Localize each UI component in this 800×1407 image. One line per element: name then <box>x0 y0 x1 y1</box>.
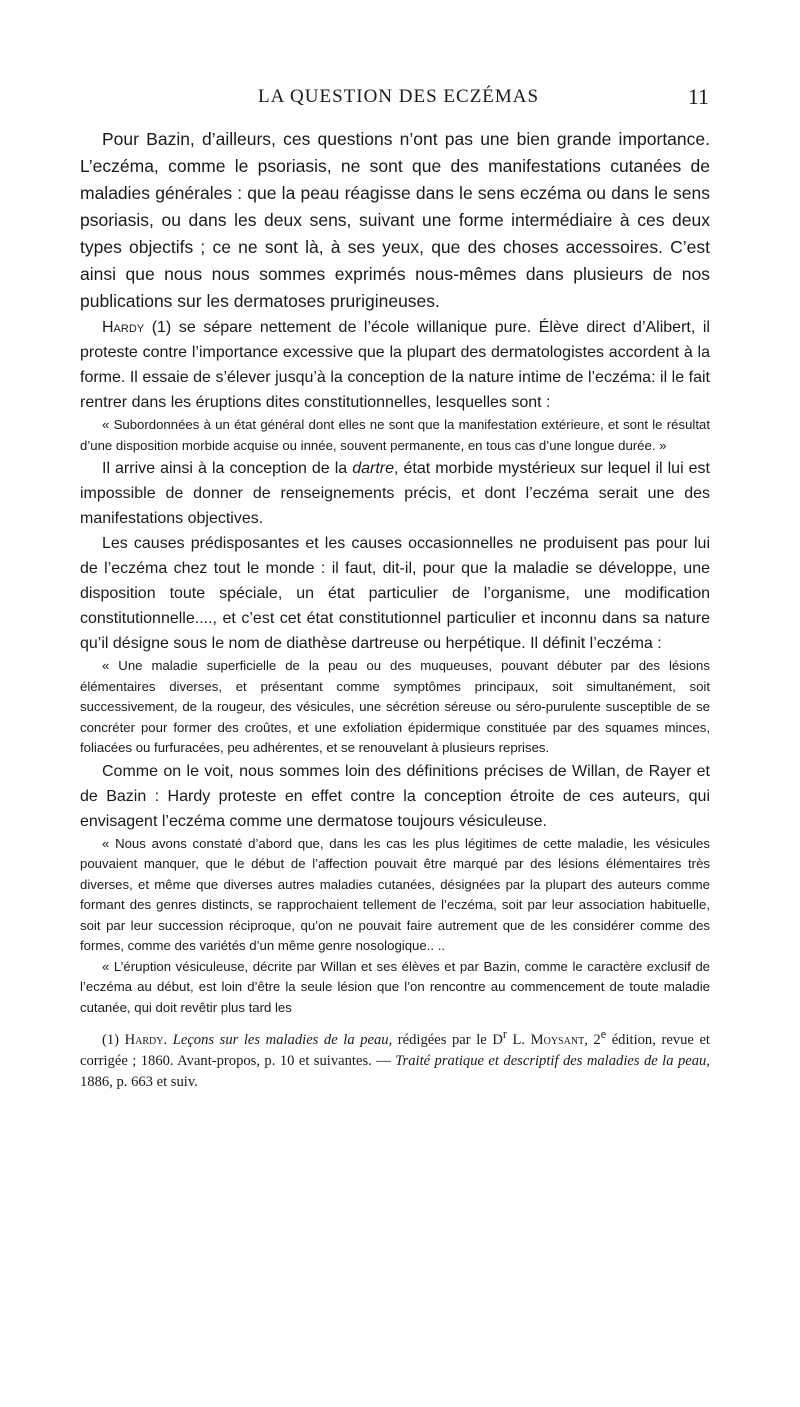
paragraph-bazin: Pour Bazin, d’ailleurs, ces questions n’ont pas une bien grande importance. L’eczéma, comme le psoriasis, ne sont que des manifestations cutanées de maladies générales : que la peau réagisse dans le sens eczéma ou dans le sens psoriasis, ou dans les deux sens, suivant une forme intermédiaire à ces deux types objectifs ; ce ne sont là, à ses yeux, que des choses accessoires. C’est ainsi que nous nous sommes exprimés nous-mêmes dans plusieurs de nos publications sur les dermatoses prurigineuses. <box>80 129 710 311</box>
footnote-number: (1) <box>102 1031 120 1048</box>
footnote-text-1: , rédigées par le D <box>388 1031 503 1048</box>
footnote-title: Leçons sur les maladies de la peau <box>172 1031 389 1048</box>
footnote-text-2: L. <box>506 1031 531 1048</box>
footnote-edition-sup: e <box>600 1027 607 1041</box>
footnote-author: Hardy <box>124 1031 164 1048</box>
page-number: 11 <box>687 84 709 109</box>
paragraph-dartre-end: , état morbide mystérieux sur lequel il lui est impossible de donner de renseignements précis, et dont l’eczéma serait une des manifestations objectives. <box>80 460 710 527</box>
footnote: (1) Hardy. Leçons sur les maladies de la peau, rédigées par le $D^r$ L. Moysant, 2e édition, revue et corrigée ; 1860. Avant-propos, p. 10 et suivantes. — Traité pratique et descriptif des maladies de la peau, 1886, p. 663 et suiv. <box>80 1027 710 1090</box>
paragraph-causes: Les causes prédisposantes et les causes occasionnelles ne produisent pas pour lui de l’eczéma chez tout le monde : il faut, dit-il, pour que la maladie se développe, une disposition toute spéciale, un état particulier de l’organisme, une modification constitutionnelle...., et c’est cet état constitutionnel particulier et inconnu dans sa nature qu’il désigne sous le nom de diathèse dartreuse ou herpétique. Il définit l’eczéma : <box>80 535 710 652</box>
footnote-title-2: Traité pratique et descriptif des maladies de la peau <box>395 1052 707 1069</box>
paragraph-dartre <box>80 456 710 531</box>
footnote-text-4: édition, revue et corrigée ; 1860. Avant-propos, p. 10 et suivantes. — <box>80 1031 710 1069</box>
quote-definition: « Une maladie superficielle de la peau ou des muqueuses, pouvant débuter par des lésions élémentaires diverses, et présentant comme symptômes principaux, soit simultanément, soit successivement, de la rougeur, des vésicules, une sécrétion séreuse ou séro-purulente susceptible de se concréter pour former des croûtes, et une exfoliation épidermique constituée par des squames minces, foliacées ou furfuracées, peu adhérentes, et se renouvelant à plusieurs reprises. <box>80 658 710 755</box>
paragraph-hardy <box>80 315 710 415</box>
paragraph-hardy-text: se sépare nettement de l’école willanique pure. Élève direct d’Alibert, il proteste contre l’importance excessive que la plupart des dermatologistes accordent à la forme. Il essaie de s’élever jusqu’à la conception de la nature intime de l’eczéma: il le fait rentrer dans les éruptions dites constitutionnelles, lesquelles sont : <box>80 319 710 411</box>
footnote-text-3: , 2 <box>584 1031 601 1048</box>
paragraph-willan: Comme on le voit, nous sommes loin des définitions précises de Willan, de Rayer et de Bazin : Hardy proteste en effet contre la conception étroite de ces auteurs, qui envisagent l’eczéma comme une dermatose toujours vésiculeuse. <box>80 762 710 830</box>
running-header <box>0 82 800 112</box>
footnote-dr-sup: r <box>502 1027 507 1041</box>
footnote-text-5: , 1886, p. 663 et suiv. <box>80 1052 710 1090</box>
footnote-editor: Moysant <box>530 1031 585 1048</box>
paragraph-dartre-start: Il arrive ainsi à la conception de la <box>102 460 353 477</box>
quote-vesicules: « Nous avons constaté d’abord que, dans les cas les plus légitimes de cette maladie, les vésicules pouvaient manquer, que le début de l’affection pouvait être marqué par des lésions élémentaires très diverses, et même que diverses autres maladies cutanées, désignées par la plupart des auteurs comme formant des genres distincts, se rapprochaient tellement de l’eczéma, soit par leur association habituelle, soit par leur succession réciproque, qu’on ne pouvait faire autrement que de les considérer comme des formes, comme des variétés d’un même genre nosologique.. .. <box>80 835 710 953</box>
term-dartre: dartre <box>352 460 395 477</box>
author-hardy: Hardy <box>102 319 145 336</box>
running-title: LA QUESTION DES ECZÉMAS <box>258 86 540 107</box>
body-text <box>80 126 710 1093</box>
footnote-ref: (1) <box>151 319 172 336</box>
quote-eruption: « L’éruption vésiculeuse, décrite par Willan et ses élèves et par Bazin, comme le caractère exclusif de l’eczéma au début, est loin d’être la seule lésion que l’on rencontre au commencement de toute maladie cutanée, qui doit revêtir plus tard les <box>80 958 710 1015</box>
quote-subordonnees: « Subordonnées à un état général dont elles ne sont que la manifestation extérieure, et sont le résultat d’une disposition morbide acquise ou innée, souvent permanente, en tous cas d’une longue durée. » <box>80 417 710 453</box>
